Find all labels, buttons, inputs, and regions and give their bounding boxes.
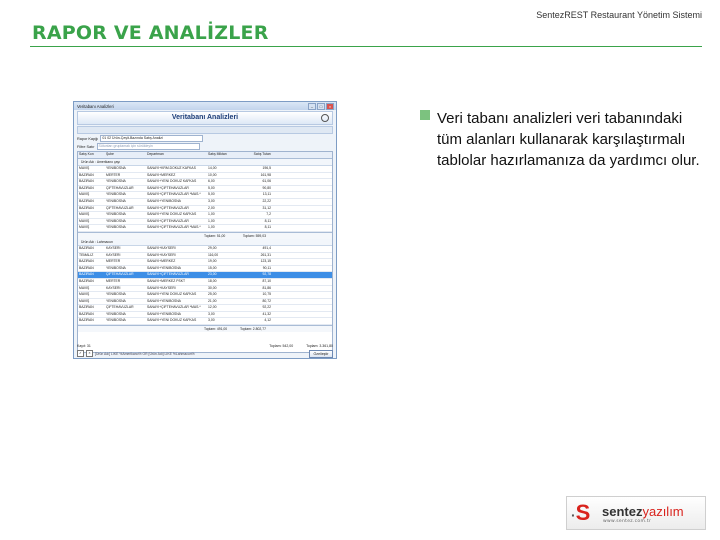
- group-total-row: [78, 325, 332, 332]
- table-cell: 14,00: [208, 166, 217, 170]
- table-cell: YENİBOSNA: [106, 225, 126, 230]
- table-cell: MAVİŞ: [79, 212, 90, 217]
- bullet-text: Veri tabanı analizleri veri tabanındaki tüm alanları kullanarak karşılaştırmalı tablolar hazırlamanıza da yardımcı olur.: [437, 110, 700, 169]
- table-cell: 10,75: [262, 292, 271, 297]
- table-row[interactable]: [78, 292, 332, 299]
- status-bar: [77, 343, 333, 349]
- table-cell: 13,11: [262, 192, 271, 197]
- table-cell: YENİBOSNA: [106, 265, 126, 270]
- table-row[interactable]: [78, 286, 332, 293]
- minimize-icon[interactable]: –: [308, 103, 316, 110]
- page-subtitle: SentezREST Restaurant Yönetim Sistemi: [536, 10, 702, 20]
- table-cell: 161,98: [260, 172, 271, 177]
- table-cell: KAYSERİ: [106, 285, 121, 290]
- table-cell: 5,00: [208, 192, 215, 197]
- group-total-qty: Toplam: 491,00: [204, 327, 228, 332]
- table-cell: SANAYİ+MERKEZ PSKT: [147, 278, 186, 283]
- maximize-icon[interactable]: □: [317, 103, 325, 110]
- table-cell: 261,31: [260, 252, 271, 257]
- table-cell: 3,00: [208, 311, 215, 316]
- table-cell: 90,80: [262, 185, 271, 190]
- table-cell: 8,11: [264, 218, 271, 223]
- window-banner: [77, 111, 333, 125]
- table-cell: BAZIRAN: [79, 305, 94, 310]
- table-cell: BAZIRAN: [79, 172, 94, 177]
- logo-name: sentezyazılım: [602, 504, 684, 519]
- group-row[interactable]: Ürün Adı : Amerikano çayı: [78, 159, 332, 166]
- table-cell: 7,2: [266, 212, 271, 217]
- table-row[interactable]: [78, 299, 332, 306]
- table-cell: 87,10: [262, 278, 271, 283]
- table-cell: MAVİŞ: [79, 218, 90, 223]
- table-row[interactable]: [78, 266, 332, 273]
- filter-row-label: Filtre Satır: [77, 144, 95, 149]
- table-cell: 116,00: [208, 252, 219, 257]
- bullet-square-icon: [420, 110, 430, 120]
- table-cell: 1,00: [208, 225, 215, 230]
- table-cell: ÇİFTEHAVUZLAR: [106, 205, 134, 210]
- table-cell: 5,00: [208, 185, 215, 190]
- company-logo: [566, 496, 706, 530]
- table-cell: 10,00: [208, 172, 217, 177]
- table-cell: ÇİFTEHAVUZLAR: [106, 185, 134, 190]
- table-cell: SANAYİ+KAYSERİ: [147, 285, 176, 290]
- table-cell: YENİBOSNA: [106, 311, 126, 316]
- table-cell: 6,00: [208, 179, 215, 184]
- table-cell: SANAYİ+MERKEZ: [147, 172, 176, 177]
- table-cell: SANAYİ+YENİ DOKUZ KAFKAS: [147, 179, 197, 184]
- table-row[interactable]: [78, 212, 332, 219]
- table-cell: BAZIRAN: [79, 318, 94, 323]
- record-count: Kayıt: 31: [77, 344, 91, 348]
- table-cell: KAYSERİ: [106, 245, 121, 250]
- filter-checkbox[interactable]: ✓: [77, 350, 84, 357]
- table-cell: SANAYİ+YENİ DOKUZ KAFKAS: [147, 212, 197, 217]
- window-titlebar: [74, 102, 336, 110]
- table-cell: MERTER: [106, 259, 121, 264]
- table-cell: BAZIRAN: [79, 311, 94, 316]
- table-cell: SANAYİ+YENİBOSNA: [147, 311, 181, 316]
- table-row[interactable]: [78, 305, 332, 312]
- grid-header: [78, 152, 332, 159]
- table-cell: ÇİFTEHAVUZLAR: [106, 272, 134, 277]
- table-cell: 41,32: [262, 311, 271, 316]
- table-cell: 21,00: [208, 298, 217, 303]
- table-cell: BAZIRAN: [79, 179, 94, 184]
- table-cell: MAVİŞ: [79, 166, 90, 170]
- table-row[interactable]: [78, 179, 332, 186]
- table-cell: BAZIRAN: [79, 205, 94, 210]
- table-cell: 196,5: [262, 166, 271, 170]
- window-title: Veritabanı Analizleri: [77, 103, 114, 109]
- table-row[interactable]: [78, 166, 332, 173]
- analysis-window-screenshot: [73, 101, 337, 359]
- table-cell: 1,00: [208, 218, 215, 223]
- search-icon[interactable]: [321, 114, 329, 122]
- table-cell: 123,15: [260, 259, 271, 264]
- table-cell: MERTER: [106, 172, 121, 177]
- group-total-amount: Toplam: 559,03: [242, 233, 266, 238]
- table-cell: TEMALIZ: [79, 252, 94, 257]
- column-header[interactable]: Şube: [106, 152, 114, 156]
- logo-mark: ·S: [571, 500, 591, 525]
- table-cell: 1,00: [208, 212, 215, 217]
- column-header[interactable]: Satış Tutarı: [253, 152, 271, 156]
- table-cell: ÇİFTEHAVUZLAR: [106, 305, 134, 310]
- table-cell: SANAYİ+ÇİFTEHAVUZLAR *MAS.*: [147, 305, 201, 310]
- table-cell: YENİBOSNA: [106, 179, 126, 184]
- column-header[interactable]: Departman: [147, 152, 164, 156]
- table-cell: SANAYİ+KAYSERİ: [147, 252, 176, 257]
- toolbar: [77, 126, 333, 134]
- filter-expression: [Ürün Adı] LIKE %Amerikano% OR [Ürün Adı] LIKE %Lahmacun%: [95, 351, 195, 356]
- table-cell: SANAYİ+YENİ DOKUZ KAFKAS: [147, 292, 197, 297]
- table-cell: SANAYİ+ÇİFTEHAVUZLAR: [147, 272, 189, 277]
- table-row[interactable]: [78, 253, 332, 260]
- clear-filter-icon[interactable]: ×: [86, 350, 93, 357]
- table-cell: 15,00: [208, 265, 217, 270]
- data-grid[interactable]: [77, 151, 333, 353]
- page-title: RAPOR VE ANALİZLER: [32, 22, 269, 44]
- table-cell: SANAYİ+ÇİFTEHAVUZLAR: [147, 205, 189, 210]
- table-cell: 8,11: [264, 225, 271, 230]
- table-cell: MERTER: [106, 278, 121, 283]
- group-total-qty: Toplam: 51,00: [204, 233, 226, 238]
- table-row[interactable]: [78, 272, 332, 279]
- table-cell: SANAYİ+MERKEZ: [147, 259, 176, 264]
- table-cell: 18,00: [208, 278, 217, 283]
- table-cell: SANAYİ+ÇİFTEHAVUZLAR *MAS.*: [147, 192, 201, 197]
- table-cell: 30,00: [208, 285, 217, 290]
- table-row[interactable]: [78, 186, 332, 193]
- column-header[interactable]: Satış Miktarı: [208, 152, 227, 156]
- table-row[interactable]: [78, 259, 332, 266]
- table-row[interactable]: [78, 312, 332, 319]
- table-row[interactable]: [78, 199, 332, 206]
- table-cell: SANAYİ+ÇİFTEHAVUZLAR: [147, 185, 189, 190]
- table-cell: SANAYİ+KRM.DOKUZ KAFKAS: [147, 166, 196, 170]
- table-cell: BAZIRAN: [79, 272, 94, 277]
- table-cell: 92,78: [262, 272, 271, 277]
- filter-bar: [77, 350, 333, 357]
- banner-title: Veritabanı Analizleri: [171, 114, 239, 121]
- table-cell: 80,72: [262, 298, 271, 303]
- table-cell: 29,00: [208, 245, 217, 250]
- table-cell: YENİBOSNA: [106, 292, 126, 297]
- table-cell: 25,00: [208, 292, 217, 297]
- table-cell: 12,00: [208, 305, 217, 310]
- group-drop-area[interactable]: Sütunları gruplamak için sürükleyin: [97, 143, 200, 150]
- table-row[interactable]: [78, 192, 332, 199]
- table-cell: MAVİŞ: [79, 285, 90, 290]
- close-icon[interactable]: ×: [326, 103, 334, 110]
- table-cell: 2,00: [208, 205, 215, 210]
- table-cell: YENİBOSNA: [106, 218, 126, 223]
- grand-total-amount: Toplam: 3.361,80: [306, 344, 333, 348]
- table-row[interactable]: [78, 219, 332, 226]
- table-cell: 61,06: [262, 179, 271, 184]
- table-cell: YENİBOSNA: [106, 212, 126, 217]
- table-cell: MAVİŞ: [79, 292, 90, 297]
- table-cell: KAYSERİ: [106, 252, 121, 257]
- table-cell: BAZIRAN: [79, 259, 94, 264]
- table-row[interactable]: [78, 225, 332, 232]
- table-cell: SANAYİ+YENİBOSNA: [147, 198, 181, 203]
- group-total-row: [78, 232, 332, 239]
- table-row[interactable]: [78, 206, 332, 213]
- table-cell: 31,12: [262, 205, 271, 210]
- table-cell: SANAYİ+ÇİFTEHAVUZLAR *MAS.*: [147, 225, 201, 230]
- table-cell: BAZIRAN: [79, 198, 94, 203]
- group-row[interactable]: Ürün Adı : Lahmacun: [78, 239, 332, 246]
- table-cell: BAZIRAN: [79, 245, 94, 250]
- table-cell: MAVİŞ: [79, 225, 90, 230]
- report-select[interactable]: 01 02 Ürün-Çeşit-Bazında Satış Analizi: [100, 135, 203, 142]
- table-cell: 90,11: [262, 265, 271, 270]
- table-cell: MAVİŞ: [79, 298, 90, 303]
- column-header[interactable]: Satış Kon: [79, 152, 94, 156]
- table-cell: 3,00: [208, 198, 215, 203]
- table-row[interactable]: [78, 279, 332, 286]
- table-cell: YENİBOSNA: [106, 192, 126, 197]
- logo-url: www.sentez.com.tr: [603, 519, 652, 524]
- group-total-amount: Toplam: 2.802,77: [239, 327, 266, 332]
- table-cell: BAZIRAN: [79, 278, 94, 283]
- table-cell: YENİBOSNA: [106, 318, 126, 323]
- table-row[interactable]: [78, 318, 332, 325]
- table-cell: SANAYİ+KAYSERİ: [147, 245, 176, 250]
- table-cell: YENİBOSNA: [106, 298, 126, 303]
- table-cell: MAVİŞ: [79, 192, 90, 197]
- table-cell: YENİBOSNA: [106, 198, 126, 203]
- table-cell: 4,12: [264, 318, 271, 323]
- grand-total-qty: Toplam: 542,00: [269, 344, 294, 348]
- table-cell: SANAYİ+YENİBOSNA: [147, 298, 181, 303]
- table-cell: 81,86: [262, 285, 271, 290]
- table-cell: YENİBOSNA: [106, 166, 126, 170]
- table-cell: 23,00: [208, 272, 217, 277]
- table-cell: SANAYİ+YENİBOSNA: [147, 265, 181, 270]
- table-cell: 22,22: [262, 198, 271, 203]
- table-cell: 92,22: [262, 305, 271, 310]
- table-cell: SANAYİ+ÇİFTEHAVUZLAR: [147, 218, 189, 223]
- table-cell: BAZIRAN: [79, 265, 94, 270]
- table-cell: 491,4: [262, 245, 271, 250]
- table-cell: BAZIRAN: [79, 185, 94, 190]
- customize-button[interactable]: Özelleştir: [309, 350, 333, 358]
- table-cell: 19,00: [208, 259, 217, 264]
- table-row[interactable]: [78, 173, 332, 180]
- table-cell: SANAYİ+YENİ DOKUZ KAFKAS: [147, 318, 197, 323]
- table-row[interactable]: [78, 246, 332, 253]
- table-cell: 3,00: [208, 318, 215, 323]
- header-divider: [30, 46, 702, 47]
- report-field-label: Rapor Kapğı: [77, 136, 99, 141]
